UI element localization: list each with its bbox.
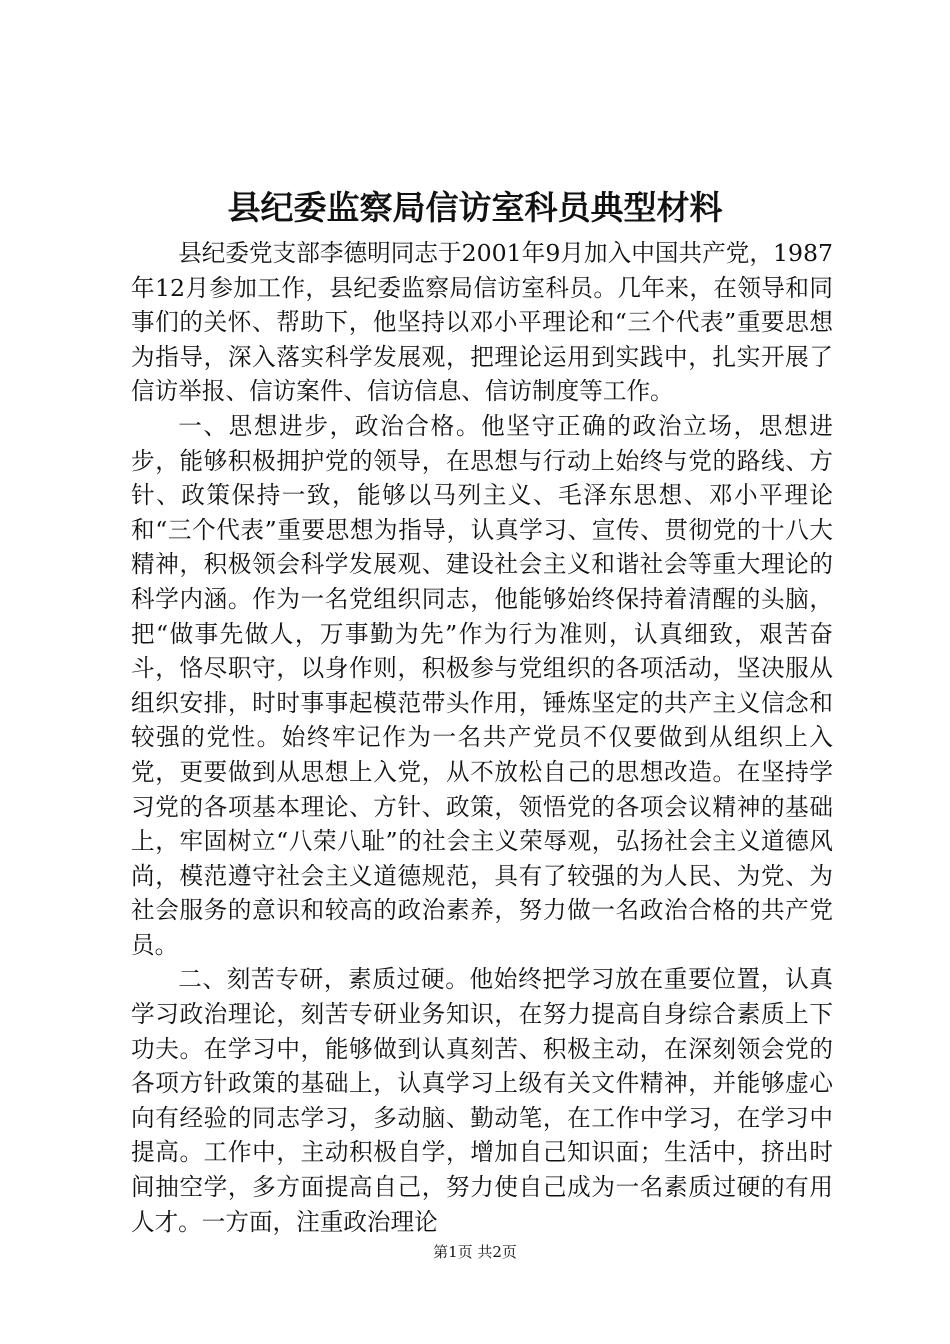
paragraph-section-2: 二、刻苦专研，素质过硬。他始终把学习放在重要位置，认真学习政治理论，刻苦专研业务知识，在努力提高自身综合素质上下功夫。在学习中，能够做到认真刻苦、积极主动，在深刻领会党的各项方针政策的基础上，认真学习上级有关文件精神，并能够虚心向有经验的同志学习，多动脑、勤动笔，在工作中学习，在学习中提高。工作中，主动积极自学，增加自己知识面；生活中，挤出时间抽空学，多方面提高自己，努力使自己成为一名素质过硬的有用人才。一方面，注重政治理论 bbox=[131, 965, 833, 1236]
page-footer: 第1页 共2页 bbox=[433, 1243, 517, 1261]
paragraph-section-1: 一、思想进步，政治合格。他坚守正确的政治立场，思想进步，能够积极拥护党的领导，在思想与行动上始终与党的路线、方针、政策保持一致，能够以马列主义、毛泽东思想、邓小平理论和“三个代表”重要思想为指导，认真学习、宣传、贯彻党的十八大精神，积极领会科学发展观、建设社会主义和谐社会等重大理论的科学内涵。作为一名党组织同志，他能够始终保持着清醒的头脑，把“做事先做人，万事勤为先”作为行为准则，认真细致，艰苦奋斗，恪尽职守，以身作则，积极参与党组织的各项活动，坚决服从组织安排，时时事事起模范带头作用，锤炼坚定的共产主义信念和较强的党性。始终牢记作为一名共产党员不仅要做到从组织上入党，更要做到从思想上入党，从不放松自己的思想改造。在坚持学习党的各项基本理论、方针、政策，领悟党的各项会议精神的基础上，牢固树立“八荣八耻”的社会主义荣辱观，弘扬社会主义道德风尚，模范遵守社会主义道德规范，具有了较强的为人民、为党、为社会服务的意识和较高的政治素养，努力做一名政治合格的共产党员。 bbox=[131, 411, 833, 959]
document-body bbox=[131, 236, 833, 1239]
paragraph-intro: 县纪委党支部李德明同志于2001年9月加入中国共产党，1987年12月参加工作，县纪委监察局信访室科员。几年来，在领导和同事们的关怀、帮助下，他坚持以邓小平理论和“三个代表”重要思想为指导，深入落实科学发展观，把理论运用到实践中，扎实开展了信访举报、信访案件、信访信息、信访制度等工作。 bbox=[131, 239, 833, 406]
document-title: 县纪委监察局信访室科员典型材料 bbox=[227, 188, 723, 227]
